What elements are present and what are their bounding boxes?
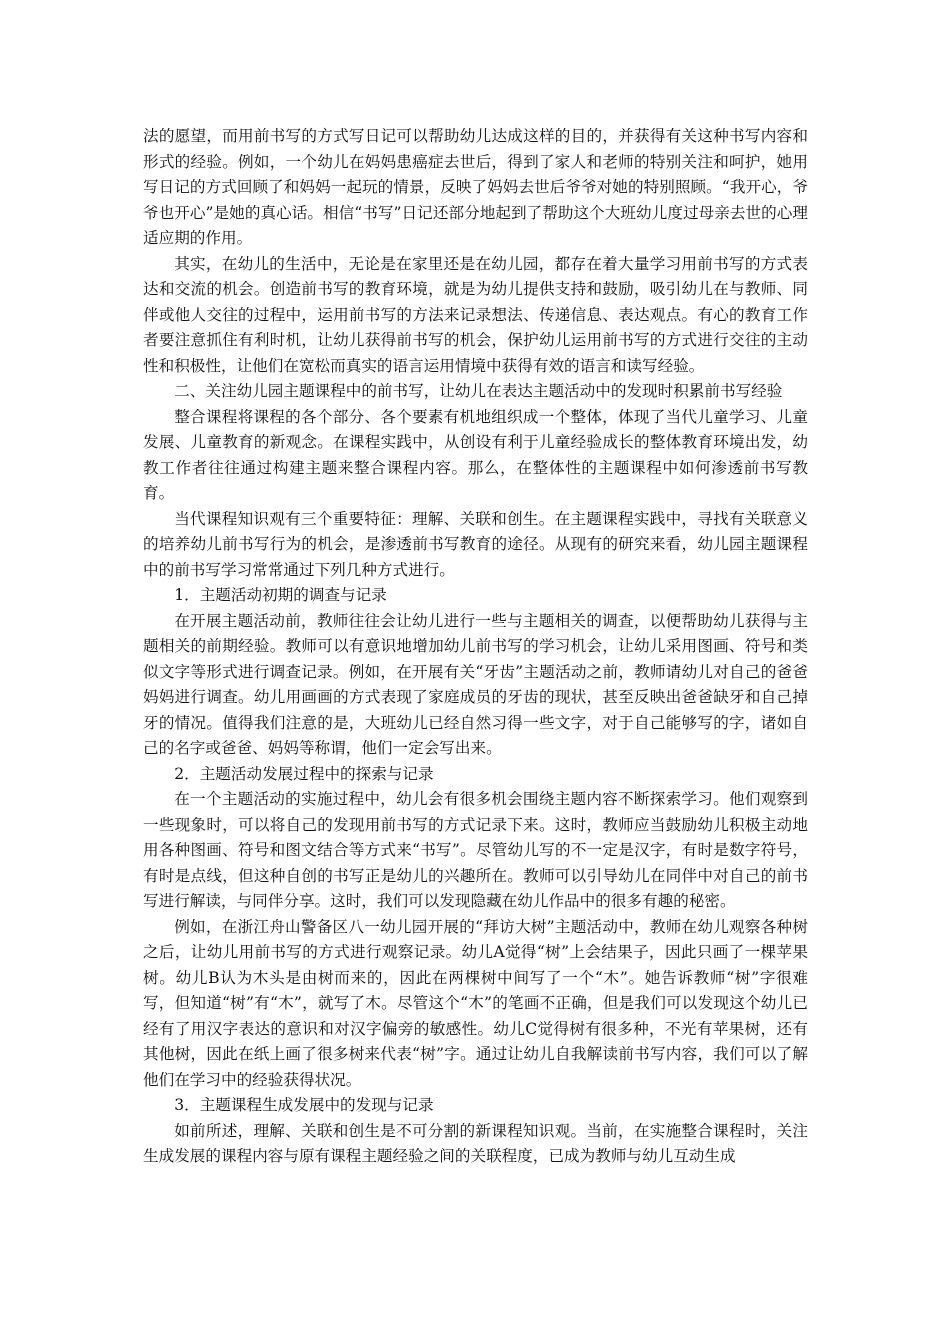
paragraph-exploration-record: 在一个主题活动的实施过程中，幼儿会有很多机会围绕主题内容不断探索学习。他们观察到一些现象时，可以将自己的发现用前书写的方式记录下来。这时，教师应当鼓励幼儿积极主动地用各种图画、符号和图文结合等方式来“书写”。尽管幼儿写的不一定是汉字，有时是数字符号，有时是点线，但这种自创的书写正是幼儿的兴趣所在。教师可以引导幼儿在同伴中对自己的前书写进行解读，与同伴分享。这时，我们可以发现隐藏在幼儿作品中的很多有趣的秘密。 [143, 790, 808, 910]
paragraph-survey-record: 在开展主题活动前，教师往往会让幼儿进行一些与主题相关的调查，以便帮助幼儿获得与主题相关的前期经验。教师可以有意识地增加幼儿前书写的学习机会，让幼儿采用图画、符号和类似文字等形式进行调查记录。例如，在开展有关“牙齿”主题活动之前，教师请幼儿对自己的爸爸妈妈进行调查。幼儿用画画的方式表现了家庭成员的牙齿的现状，甚至反映出爸爸缺牙和自己掉牙的情况。值得我们注意的是，大班幼儿已经自然习得一些文字，对于自己能够写的字，诸如自己的名字或爸爸、妈妈等称谓，他们一定会写出来。 [143, 611, 808, 757]
subheading-2: 2．主题活动发展过程中的探索与记录 [174, 764, 434, 783]
subheading-3: 3．主题课程生成发展中的发现与记录 [174, 1096, 434, 1114]
paragraph-tree-example: 例如，在浙江舟山警备区八一幼儿园开展的“拜访大树”主题活动中，教师在幼儿观察各种树之后，让幼儿用前书写的方式进行观察记录。幼儿A觉得“树”上会结果子，因此只画了一棵苹果树。幼儿B认为木头是由树而来的，因此在两棵树中间写了一个“木”。她告诉教师“树”字很难写，但知道“树”有“木”，就写了木。尽管这个“木”的笔画不正确，但是我们可以发现这个幼儿已经有了用汉字表达的意识和对汉字偏旁的敏感性。幼儿C觉得树有很多种，不光有苹果树，还有其他树，因此在纸上画了很多树来代表“树”字。通过让幼儿自我解读前书写内容，我们可以了解他们在学习中的经验获得状况。 [143, 917, 808, 1089]
paragraph-diary-example: 法的愿望，而用前书写的方式写日记可以帮助幼儿达成这样的目的，并获得有关这种书写内容和形式的经验。例如，一个幼儿在妈妈患癌症去世后，得到了家人和老师的特别关注和呵护，她用写日记的方式回顾了和妈妈一起玩的情景，反映了妈妈去世后爷爷对她的特别照顾。“我开心，爷爷也开心”是她的真心话。相信“书写”日记还部分地起到了帮助这个大班幼儿度过母亲去世的心理适应期的作用。 [143, 127, 808, 247]
paragraph-curriculum-knowledge: 当代课程知识观有三个重要特征：理解、关联和创生。在主题课程实践中，寻找有关联意义的培养幼儿前书写行为的机会，是渗透前书写教育的途径。从现有的研究来看，幼儿园主题课程中的前书写学习常常通过下列几种方式进行。 [143, 509, 808, 579]
section-heading-two: 二、关注幼儿园主题课程中的前书写，让幼儿在表达主题活动中的发现时积累前书写经验 [174, 382, 783, 400]
subheading-1: 1．主题活动初期的调查与记录 [174, 586, 387, 604]
paragraph-generative-curriculum: 如前所述，理解、关联和创生是不可分割的新课程知识观。当前，在实施整合课程时，关注生成发展的课程内容与原有课程主题经验之间的关联程度，已成为教师与幼儿互动生成 [143, 1121, 808, 1165]
paragraph-pre-writing-opportunities: 其实，在幼儿的生活中，无论是在家里还是在幼儿园，都存在着大量学习用前书写的方式表达和交流的机会。创造前书写的教育环境，就是为幼儿提供支持和鼓励，吸引幼儿在与教师、同伴或他人交往的过程中，运用前书写的方法来记录想法、传递信息、表达观点。有心的教育工作者要注意抓住有利时机，让幼儿获得前书写的机会，保护幼儿运用前书写的方式进行交往的主动性和积极性，让他们在宽松而真实的语言运用情境中获得有效的语言和读写经验。 [143, 254, 808, 375]
document-page [143, 124, 808, 1170]
paragraph-integrated-curriculum: 整合课程将课程的各个部分、各个要素有机地组织成一个整体，体现了当代儿童学习、儿童发展、儿童教育的新观念。在课程实践中，从创设有利于儿童经验成长的整体教育环境出发，幼教工作者往往通过构建主题来整合课程内容。那么，在整体性的主题课程中如何渗透前书写教育。 [143, 407, 808, 502]
